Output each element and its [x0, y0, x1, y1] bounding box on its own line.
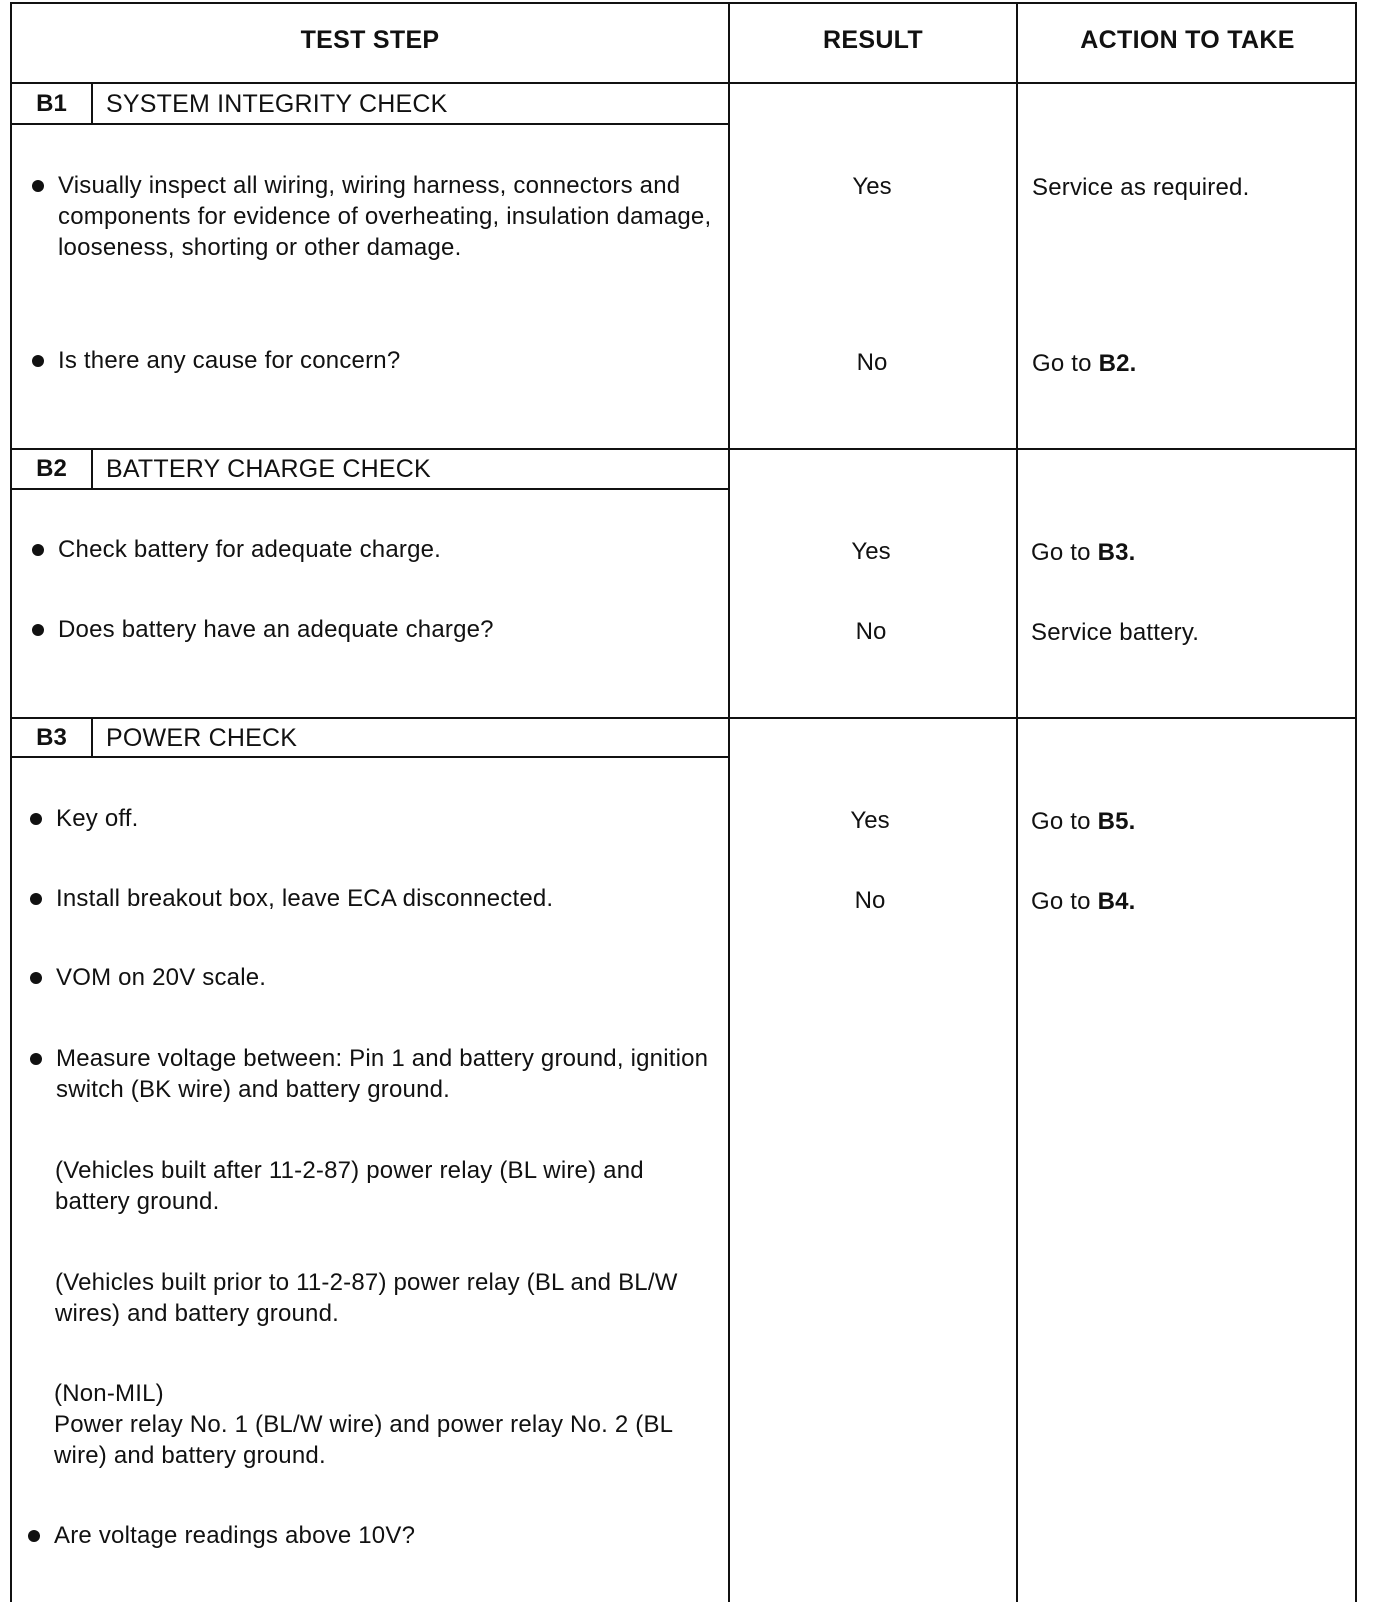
b2-result-yes: Yes [851, 538, 891, 565]
step-title: POWER CHECK [106, 723, 298, 752]
b3-bullet-3: VOM on 20V scale. [56, 962, 718, 993]
b1-action-1: Service as required. [1032, 174, 1250, 201]
header-action: ACTION TO TAKE [1080, 26, 1295, 54]
b2-result-no: No [855, 618, 887, 645]
b1-bullet-2: Is there any cause for concern? [58, 345, 718, 376]
b2-action-1: Go to B3. [1031, 539, 1136, 566]
header-test-step: TEST STEP [300, 26, 440, 54]
b3-note-after: (Vehicles built after 11-2-87) power relay (BL wire) and battery ground. [55, 1157, 644, 1215]
b2-action-2: Service battery. [1031, 619, 1200, 646]
step-b3-header-divider [12, 756, 728, 758]
b2-bullet-2: Does battery have an adequate charge? [58, 614, 718, 645]
step-id: B3 [12, 718, 93, 758]
step-b1-header [12, 84, 728, 124]
step-title: BATTERY CHARGE CHECK [106, 454, 431, 483]
b3-action-2: Go to B4. [1031, 888, 1136, 915]
b3-bullet-5: Are voltage readings above 10V? [54, 1520, 716, 1551]
b1-bullet-1: Visually inspect all wiring, wiring harness, connectors and components for evidence of overheating, insulation damage, looseness, shorting or other damage. [58, 170, 718, 263]
b3-bullet-4: Measure voltage between: Pin 1 and battery ground, ignition switch (BK wire) and battery ground. [56, 1043, 718, 1105]
step-id: B2 [12, 449, 93, 489]
b3-result-yes: Yes [850, 807, 890, 834]
step-b2-header [12, 449, 728, 489]
step-b2-header-divider [12, 488, 728, 490]
b1-action-2: Go to B2. [1032, 350, 1137, 377]
b3-note-non-mil: (Non-MIL) [54, 1380, 164, 1407]
b3-result-no: No [854, 887, 886, 914]
step-id: B1 [12, 84, 93, 124]
header-result: RESULT [823, 26, 923, 54]
step-b1-header-divider [12, 123, 728, 125]
b3-bullet-2: Install breakout box, leave ECA disconnected. [56, 883, 718, 914]
step-title: SYSTEM INTEGRITY CHECK [106, 89, 448, 118]
column-divider-action [1016, 4, 1018, 1602]
b2-bullet-1: Check battery for adequate charge. [58, 534, 718, 565]
diagnostic-table [10, 2, 1357, 1602]
b3-action-1: Go to B5. [1031, 808, 1136, 835]
b3-note-relay: Power relay No. 1 (BL/W wire) and power relay No. 2 (BL wire) and battery ground. [54, 1411, 673, 1469]
b3-bullet-1: Key off. [56, 803, 718, 834]
step-b3-header [12, 718, 728, 758]
b1-result-yes: Yes [852, 173, 892, 200]
b3-note-prior: (Vehicles built prior to 11-2-87) power relay (BL and BL/W wires) and battery ground. [55, 1269, 678, 1327]
column-divider-result [728, 4, 730, 1602]
b1-result-no: No [856, 349, 888, 376]
